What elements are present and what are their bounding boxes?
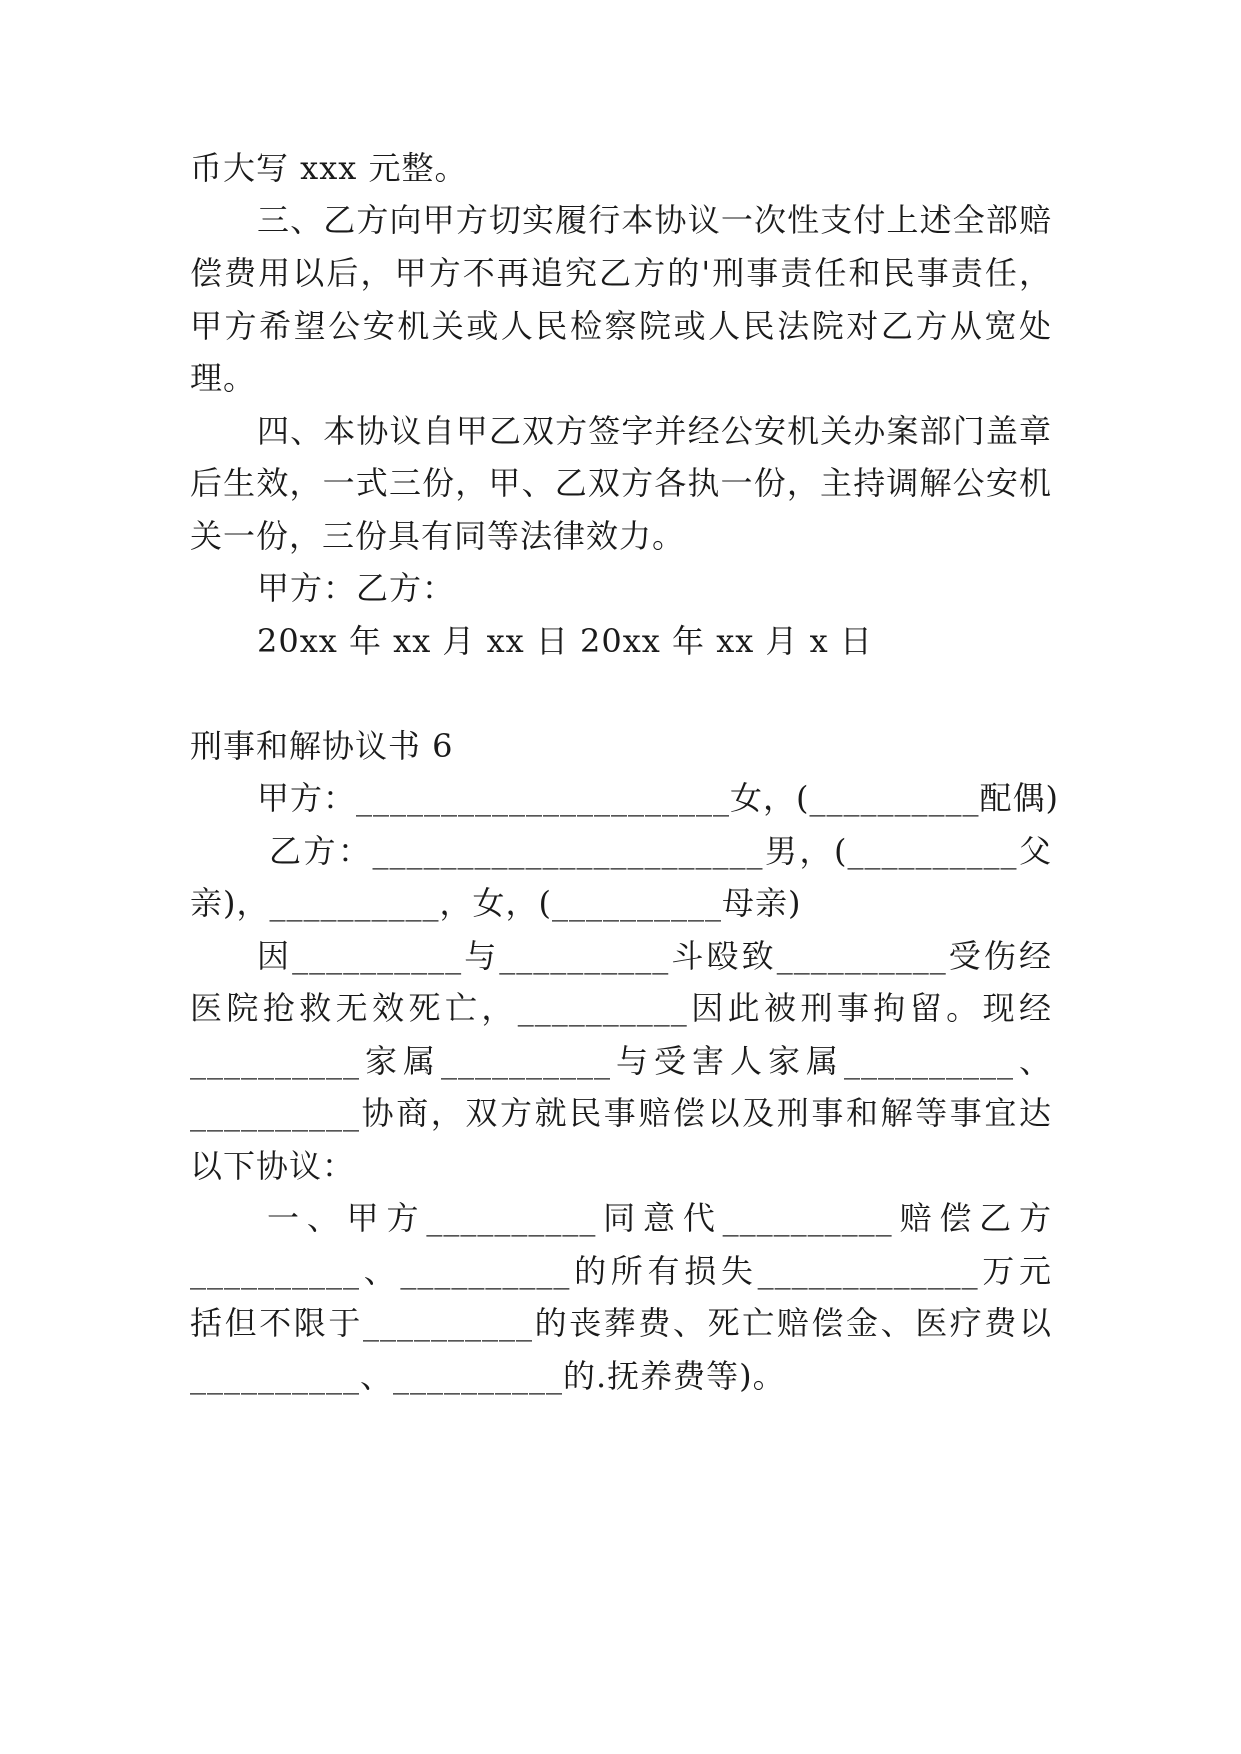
agreement-clause-1-cont-2: 括但不限于__________的丧葬费、死亡赔偿金、医疗费以 [190, 1304, 1052, 1342]
party-a-line: 甲方：______________________女，(__________配偶) [257, 779, 1059, 817]
incident-line-2: 医院抢救无效死亡，__________因此被刑事拘留。现经 [190, 989, 1052, 1027]
incident-line-5: 以下协议： [190, 1147, 356, 1185]
incident-line-4: __________协商，双方就民事赔偿以及刑事和解等事宜达 [190, 1094, 1052, 1132]
text-line-clause-3-cont-1: 偿费用以后，甲方不再追究乙方的'刑事责任和民事责任， [190, 254, 1052, 292]
agreement-clause-1-cont-3: __________、__________的.抚养费等)。 [190, 1357, 786, 1395]
section-title: 刑事和解协议书 6 [190, 727, 454, 765]
incident-line-3: __________家属__________与受害人家属__________、 [190, 1042, 1052, 1080]
text-line-clause-3: 三、乙方向甲方切实履行本协议一次性支付上述全部赔 [257, 201, 1052, 239]
signature-parties: 甲方：乙方： [257, 569, 456, 607]
text-line-clause-3-cont-3: 理。 [190, 359, 257, 397]
text-line-clause-3-cont-2: 甲方希望公安机关或人民检察院或人民法院对乙方从宽处 [190, 307, 1052, 345]
party-b-line-cont: 亲)，__________，女，(__________母亲) [190, 884, 802, 922]
text-line-clause-4-cont-1: 后生效，一式三份，甲、乙双方各执一份，主持调解公安机 [190, 464, 1052, 502]
text-line-clause-4-cont-2: 关一份，三份具有同等法律效力。 [190, 517, 686, 555]
signature-dates: 20xx 年 xx 月 xx 日 20xx 年 xx 月 x 日 [257, 622, 873, 660]
text-line-currency-amount: 币大写 xxx 元整。 [190, 149, 468, 187]
agreement-clause-1: 一、甲方__________同意代__________赔偿乙方 [267, 1199, 1052, 1237]
incident-line-1: 因__________与__________斗殴致__________受伤经 [257, 937, 1052, 975]
text-line-clause-4: 四、本协议自甲乙双方签字并经公安机关办案部门盖章 [257, 412, 1052, 450]
agreement-clause-1-cont-1: __________、__________的所有损失_____________万元 [190, 1252, 1052, 1290]
party-b-line: 乙方：_______________________男，(__________父 [269, 832, 1052, 870]
